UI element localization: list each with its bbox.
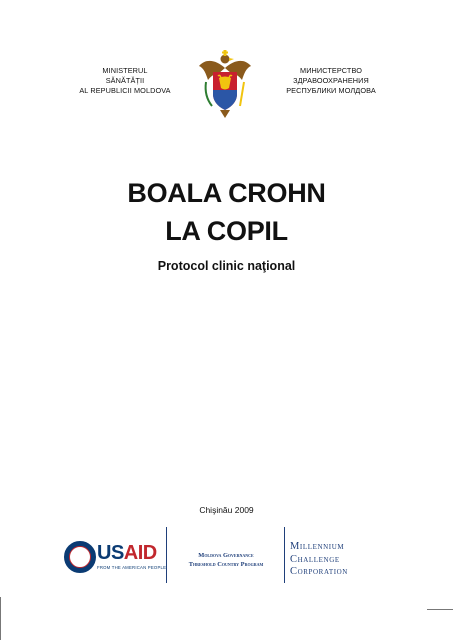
mcc-line-3: Corporation	[290, 566, 348, 577]
place-year: Chişinău 2009	[199, 505, 254, 515]
ministry-ro-line-1: MINISTERUL	[102, 66, 148, 75]
document-title	[0, 174, 453, 250]
usaid-tagline: FROM THE AMERICAN PEOPLE	[97, 565, 167, 570]
usaid-seal-icon	[64, 541, 96, 573]
usaid-aid: AID	[123, 542, 157, 564]
ministry-ro-line-3: AL REPUBLICII MOLDOVA	[79, 86, 171, 95]
mgtcp-line-1: Moldova Governance	[198, 552, 254, 559]
ministry-ru-heading	[266, 66, 396, 96]
ministry-ru-line-3: РЕСПУБЛИКИ МОЛДОВА	[286, 86, 376, 95]
usaid-logo	[64, 541, 167, 575]
mgtcp-logo	[168, 552, 284, 569]
mcc-line-1: Millennium	[290, 541, 345, 552]
usaid-us: US	[97, 542, 124, 564]
ministry-ro-heading	[60, 66, 190, 96]
mgtcp-line-2: Threshold Country Program	[188, 560, 264, 568]
crop-mark	[427, 609, 453, 610]
moldova-coat-of-arms-icon	[196, 50, 254, 120]
document-subtitle: Protocol clinic naţional	[157, 259, 296, 273]
usaid-wordmark	[97, 542, 157, 564]
title-line-1: BOALA CROHN	[127, 178, 326, 208]
crop-mark	[0, 597, 1, 640]
logo-divider	[166, 527, 167, 583]
title-line-2: LA COPIL	[165, 216, 288, 246]
ministry-ru-line-1: МИНИСТЕРСТВО	[300, 66, 362, 75]
mcc-logo	[290, 541, 348, 579]
ministry-ru-line-2: ЗДРАВООХРАНЕНИЯ	[293, 76, 369, 85]
mcc-line-2: Challenge	[290, 553, 340, 565]
ministry-ro-line-2: SĂNĂTĂȚII	[105, 76, 145, 85]
logo-divider	[284, 527, 285, 583]
